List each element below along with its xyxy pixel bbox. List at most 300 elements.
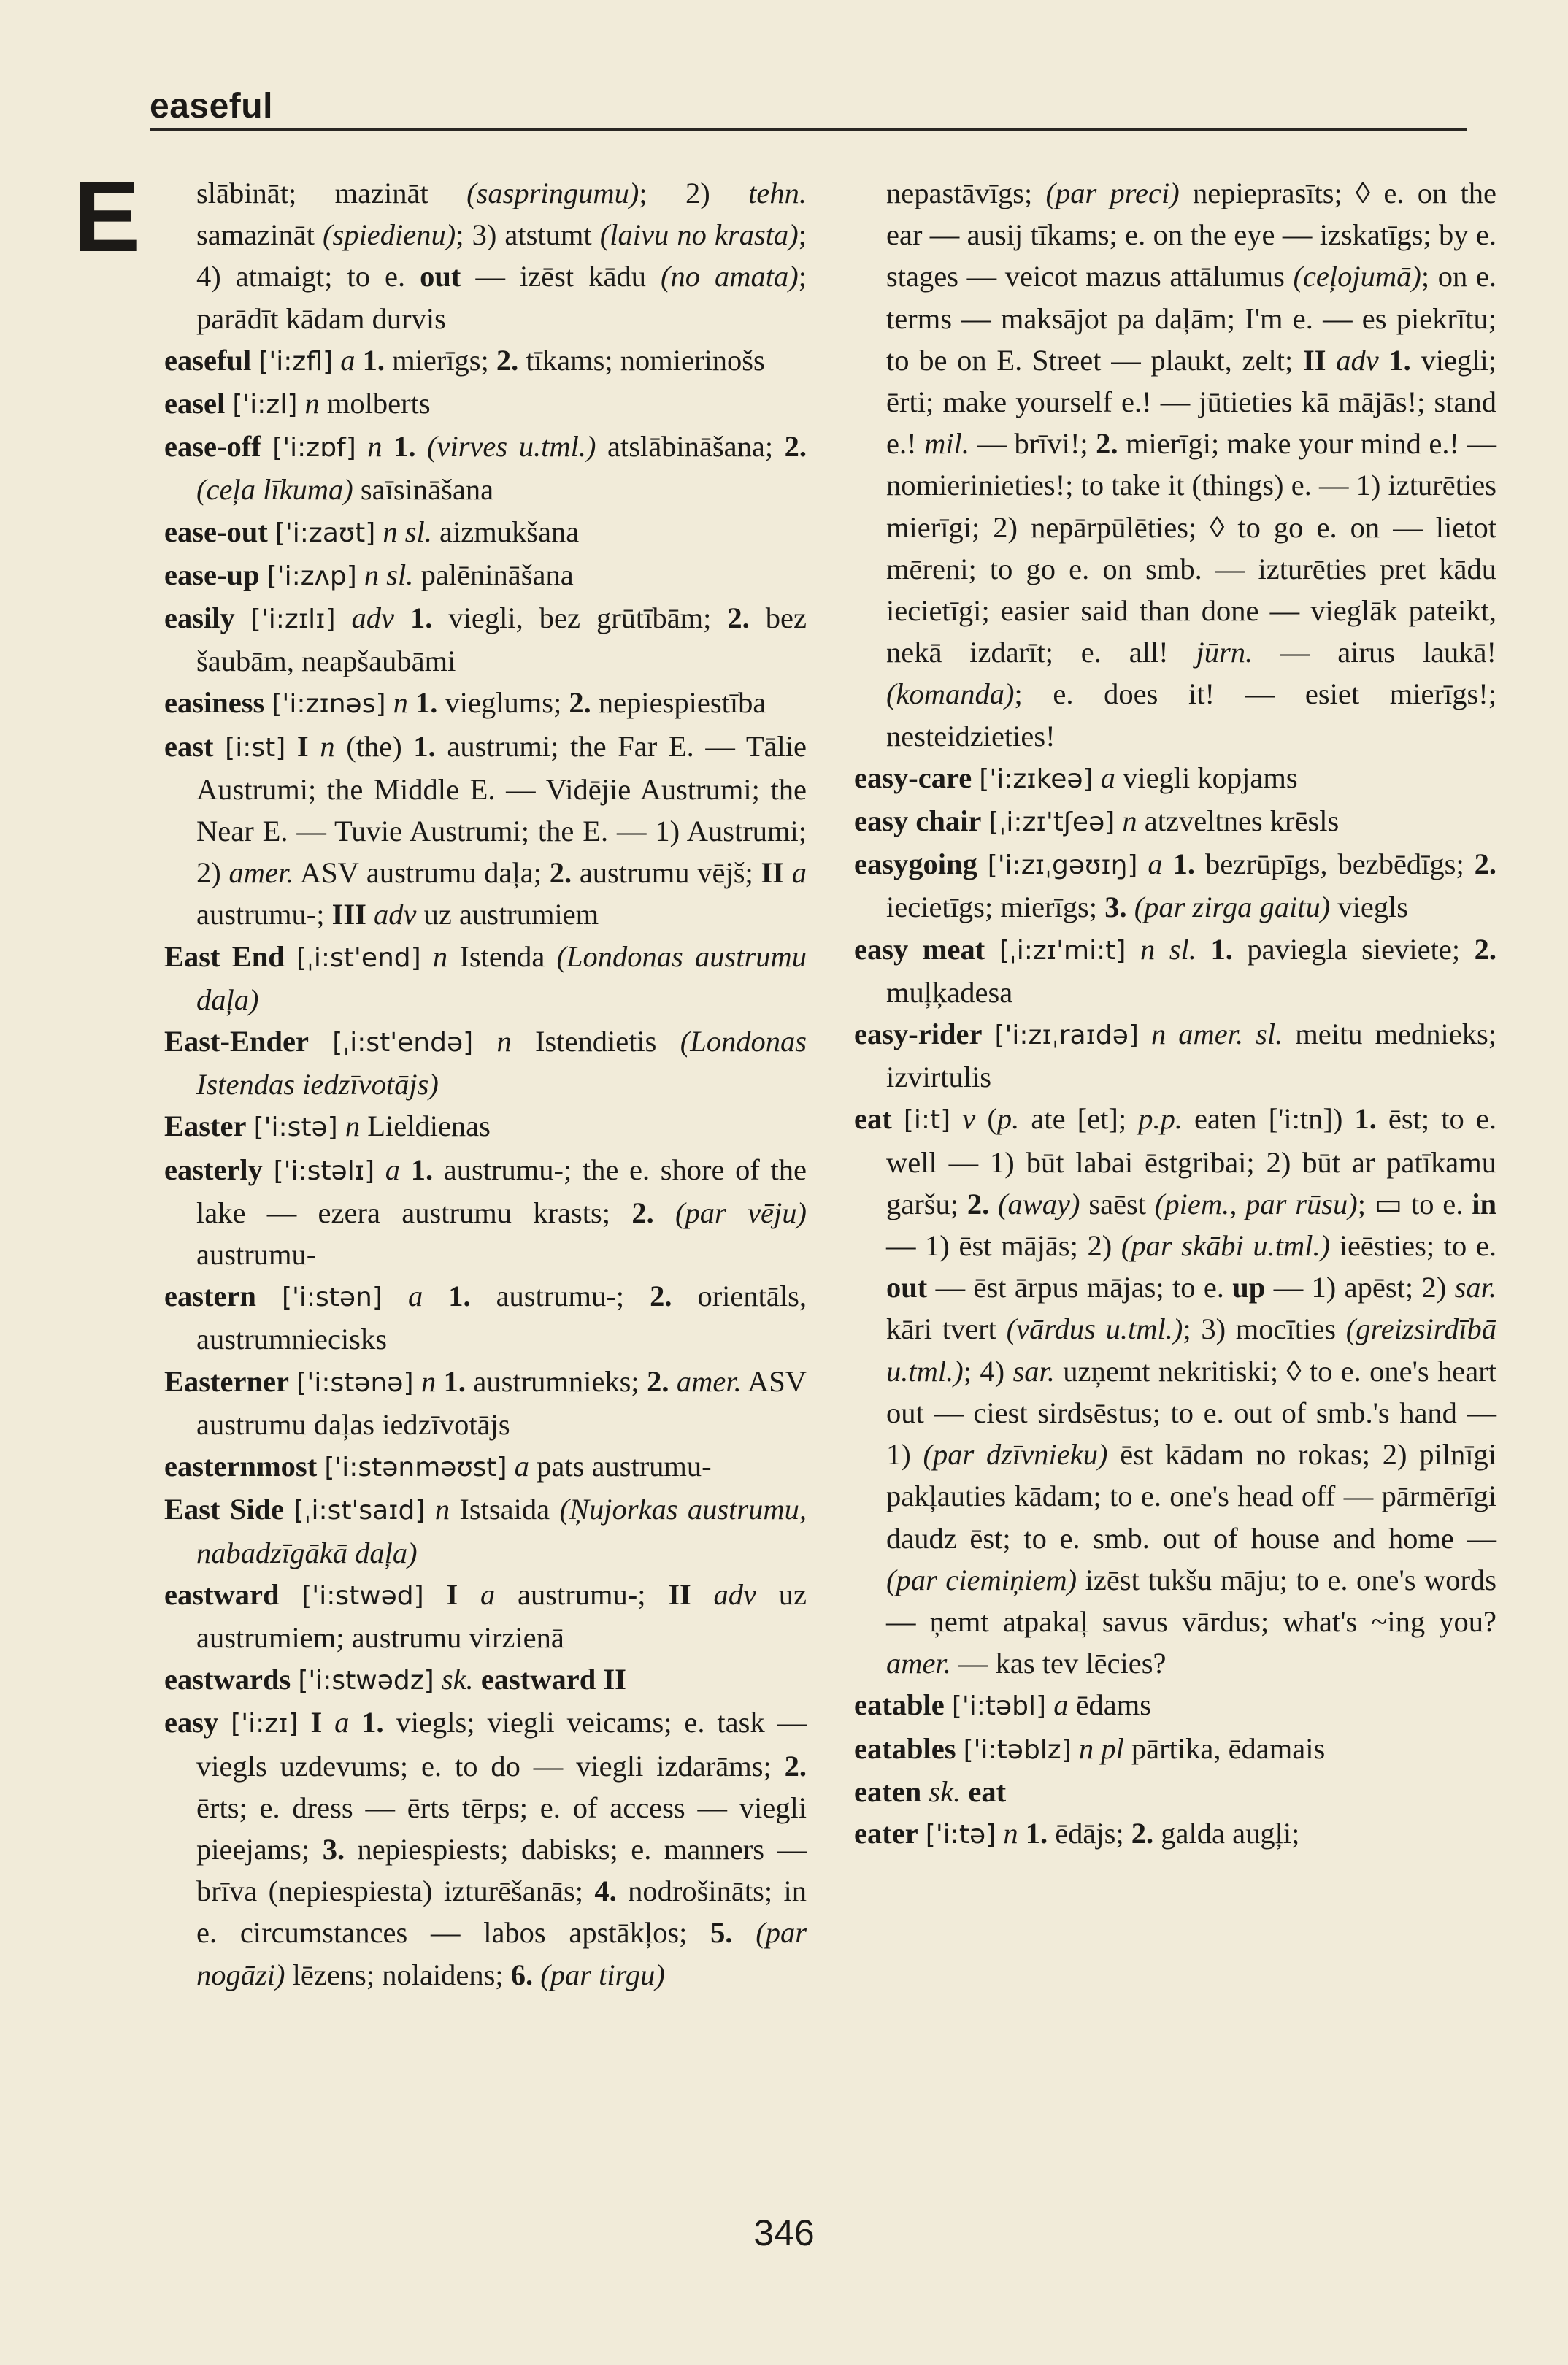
entry-text xyxy=(1326,344,1336,377)
entry-text xyxy=(251,344,258,377)
italic-label: sk. xyxy=(929,1774,961,1808)
bold-marker: 2. xyxy=(569,686,591,720)
entry-text: ēdājs; xyxy=(1048,1816,1131,1850)
entry-text xyxy=(961,1775,968,1808)
italic-label: (par dzīvnieku) xyxy=(923,1438,1108,1472)
dictionary-entry xyxy=(164,1149,807,1276)
entry-text: mierīgs; xyxy=(384,343,496,377)
entry-text xyxy=(309,730,320,763)
entry-text xyxy=(213,730,225,763)
dictionary-entry xyxy=(164,726,807,936)
bold-marker: I xyxy=(310,1706,323,1739)
entry-text xyxy=(921,1775,929,1808)
dictionary-entry xyxy=(854,1812,1496,1856)
entry-text: muļķadesa xyxy=(886,975,1013,1009)
entry-text: ; parādīt kādam durvis xyxy=(196,260,807,335)
entry-text xyxy=(474,1663,481,1696)
entry-text xyxy=(1018,1817,1026,1850)
transcription: ['i:stən] xyxy=(281,1283,383,1313)
entry-text xyxy=(669,1365,676,1398)
dictionary-entry xyxy=(854,1013,1496,1098)
entry-text: ; on e. terms — maksājot pa daļām; I'm e. — es piekrītu; to be on E. Street — plaukt, zelt; xyxy=(886,260,1496,377)
right-continued-entry xyxy=(854,172,1496,757)
bold-marker: 1. xyxy=(410,1153,434,1186)
transcription: ['i:təblz] xyxy=(963,1734,1072,1765)
entry-text: ; 3) atstumt xyxy=(456,218,600,252)
entry-text: meitu mednieks; izvirtulis xyxy=(886,1018,1497,1094)
dictionary-entry xyxy=(164,1275,807,1360)
entry-text xyxy=(386,686,393,719)
entry-text: ASV austrumu daļa; xyxy=(293,856,550,890)
bold-marker: II xyxy=(761,856,785,890)
entry-text xyxy=(383,430,394,463)
entry-text: — kas tev lēcies? xyxy=(950,1647,1167,1680)
italic-label: a xyxy=(1148,847,1163,881)
bold-marker: eat xyxy=(968,1774,1007,1808)
entry-text xyxy=(299,1706,311,1739)
entry-text xyxy=(434,1663,442,1696)
entry-text xyxy=(408,686,415,719)
dictionary-entry xyxy=(164,1488,807,1573)
headword: eater xyxy=(854,1816,918,1850)
entry-text: vieglums; xyxy=(437,686,569,720)
transcription: ['i:zɪlɪ] xyxy=(250,604,336,635)
entry-text: ASV austrumu daļas iedzīvotājs xyxy=(196,1364,807,1441)
headword: easy-care xyxy=(854,761,972,794)
transcription: ['i:zl] xyxy=(232,390,298,420)
entry-text xyxy=(317,1450,324,1483)
entry-text xyxy=(285,940,296,973)
bold-marker: 1. xyxy=(448,1280,471,1313)
entry-text: saēst xyxy=(1080,1187,1155,1220)
headword: ease-off xyxy=(164,430,261,464)
entry-text xyxy=(1127,891,1134,923)
entry-text: ēdams xyxy=(1068,1688,1152,1722)
entry-text: ; 4) atmaigt; to e. xyxy=(196,218,807,293)
headword: eat xyxy=(854,1102,892,1136)
italic-label: n xyxy=(345,1110,361,1143)
entry-text xyxy=(414,1365,421,1398)
entry-text xyxy=(1094,761,1101,794)
entry-text: aizmukšana xyxy=(431,515,580,548)
dictionary-entry xyxy=(164,554,807,597)
italic-label: (komanda) xyxy=(886,677,1015,711)
entry-text: austrumu- xyxy=(196,1238,317,1272)
italic-label: n xyxy=(367,430,383,464)
headword: easy xyxy=(164,1706,219,1739)
italic-label: tehn. xyxy=(748,177,807,209)
entry-text: (the) xyxy=(334,729,414,763)
dictionary-entry xyxy=(164,1658,807,1701)
entry-text xyxy=(436,1365,443,1398)
italic-label: n xyxy=(420,1364,437,1398)
transcription: ['i:zɪnəs] xyxy=(272,689,386,720)
headword: eatables xyxy=(854,1731,956,1765)
bold-marker: 2. xyxy=(549,856,572,890)
entry-text: iecietīgs; mierīgs; xyxy=(886,891,1105,924)
transcription: ['i:zʌp] xyxy=(266,561,357,591)
bold-marker: 2. xyxy=(1096,427,1118,461)
entry-text: viegls; viegli veicams; e. task — viegls uzdevums; e. to do — viegli izdarāms; xyxy=(196,1706,807,1783)
headword: ease-out xyxy=(164,515,268,548)
italic-label: a xyxy=(791,856,807,890)
italic-label: (par ciemiņiem) xyxy=(886,1563,1077,1596)
bold-marker: 1. xyxy=(415,686,438,720)
transcription: ['i:zɪkeə] xyxy=(979,764,1094,794)
entry-text xyxy=(996,1817,1003,1850)
bold-marker: 2. xyxy=(631,1196,654,1229)
running-head: easeful xyxy=(150,87,273,126)
bold-marker: 1. xyxy=(1025,1816,1048,1850)
bold-marker: up xyxy=(1232,1271,1266,1304)
italic-label: (virves u.tml.) xyxy=(426,430,596,464)
page-number: 346 xyxy=(753,2212,815,2253)
entry-text: atslābināšana; xyxy=(596,430,785,464)
entry-text: ieēsties; to e. xyxy=(1330,1229,1497,1263)
headword: eastern xyxy=(164,1280,256,1313)
dictionary-entry xyxy=(164,511,807,554)
entry-text xyxy=(289,1365,296,1398)
italic-label: adv xyxy=(713,1577,757,1611)
bold-marker: 2. xyxy=(1474,932,1497,966)
entry-text: austrumnieks; xyxy=(466,1364,647,1398)
italic-label: a xyxy=(385,1153,401,1186)
entry-text: izēst tukšu māju; to e. one's words — ņemt atpakaļ savus vārdus; what's ~ing you? xyxy=(886,1563,1496,1638)
dictionary-entry xyxy=(164,682,807,725)
headword: easel xyxy=(164,387,226,420)
entry-text xyxy=(333,344,340,377)
entry-text xyxy=(356,430,368,463)
dictionary-entry xyxy=(164,382,807,426)
entry-text xyxy=(260,558,267,591)
bold-marker: 2. xyxy=(496,343,519,377)
italic-label: (laivu no krasta) xyxy=(599,218,799,252)
entry-text: austrumu-; xyxy=(470,1280,650,1313)
entry-text xyxy=(956,1732,963,1765)
entry-text: viegls xyxy=(1330,891,1409,924)
entry-text: austrumu vējš; xyxy=(572,856,761,890)
bold-marker: out xyxy=(420,260,461,293)
italic-label: p. xyxy=(996,1102,1020,1136)
entry-text: viegli, bez grūtībām; xyxy=(432,601,728,635)
italic-label: (ceļojumā) xyxy=(1293,260,1421,293)
entry-text xyxy=(355,344,362,377)
entry-text: ( xyxy=(975,1102,997,1136)
entry-text: Istendietis xyxy=(511,1025,680,1058)
entry-text xyxy=(336,601,352,634)
entry-text: saīsināšana xyxy=(353,473,494,507)
dictionary-entry xyxy=(854,928,1496,1013)
italic-label: mil. xyxy=(924,427,969,461)
dictionary-entry xyxy=(164,339,807,382)
transcription: [i:st] xyxy=(225,732,286,763)
entry-text: austrumi; the Far E. — Tālie Austrumi; the Middle E. — Vidējie Austrumi; the Near E. — Tuvie Austrumi; the E. — 1) Austrumi; 2) xyxy=(196,729,807,890)
entry-text: viegli; ērti; make yourself e.! — jūtieties kā mājās!; stand e.! xyxy=(886,343,1497,461)
italic-label: n pl xyxy=(1078,1731,1124,1765)
italic-label: a xyxy=(1053,1688,1069,1722)
entry-text xyxy=(1137,847,1148,880)
entry-text: nepastāvīgs; xyxy=(886,177,1046,209)
italic-label: (ceļa līkuma) xyxy=(196,473,353,507)
entry-text: ; 2) xyxy=(639,177,749,209)
header-rule xyxy=(150,128,1467,131)
headword: East End xyxy=(164,939,285,973)
bold-marker: 1. xyxy=(443,1364,466,1398)
bold-marker: 2. xyxy=(1474,847,1497,881)
headword: ease-up xyxy=(164,558,260,591)
entry-text xyxy=(892,1102,904,1135)
bold-marker: I xyxy=(446,1577,458,1611)
headword: easy chair xyxy=(854,804,982,838)
entry-text xyxy=(733,1916,756,1949)
entry-text: ; 3) mocīties xyxy=(1183,1312,1346,1346)
entry-text xyxy=(1115,804,1122,837)
entry-text: molberts xyxy=(319,387,431,420)
headword: east xyxy=(164,729,214,763)
entry-text: Lieldienas xyxy=(360,1110,491,1143)
entry-text xyxy=(533,1958,540,1991)
entry-text xyxy=(322,1706,334,1739)
entry-text: — izēst kādu xyxy=(461,260,661,293)
headword: East-Ender xyxy=(164,1025,310,1058)
italic-label: n sl. xyxy=(383,515,432,548)
entry-text: nodrošināts; in e. circumstances — labos apstākļos; xyxy=(196,1874,807,1950)
entry-text xyxy=(425,1493,434,1526)
entry-text xyxy=(423,1280,448,1312)
entry-text: nepiespiestība xyxy=(591,686,766,720)
entry-text xyxy=(256,1280,282,1312)
entry-text xyxy=(400,1153,411,1186)
entry-text: austrumu-; xyxy=(196,898,332,931)
transcription: ['i:stwəd] xyxy=(301,1580,424,1611)
italic-label: n sl. xyxy=(1140,932,1196,966)
italic-label: (no amata) xyxy=(660,260,799,293)
italic-label: (spiedienu) xyxy=(323,218,456,252)
headword: Easter xyxy=(164,1110,247,1143)
entry-text: — 1) ēst mājās; 2) xyxy=(886,1229,1121,1263)
italic-label: a xyxy=(514,1450,529,1483)
entry-text xyxy=(366,898,374,931)
headword: easygoing xyxy=(854,847,977,881)
entry-text xyxy=(654,1196,675,1229)
entry-text: ēst; to e. well — 1) būt labai ēstgribai; 2) būt ar patīkamu garšu; xyxy=(886,1102,1496,1220)
transcription: [i:t] xyxy=(903,1105,951,1136)
entry-text: tīkams; nomierinošs xyxy=(518,343,765,377)
italic-label: (par tirgu) xyxy=(540,1958,665,1991)
italic-label: (Londonas austrumu daļa) xyxy=(196,939,807,1016)
italic-label: adv xyxy=(351,601,395,635)
italic-label: n amer. sl. xyxy=(1151,1018,1283,1051)
italic-label: (away) xyxy=(998,1187,1080,1220)
entry-text: uz austrumiem; austrumu virzienā xyxy=(196,1577,807,1654)
entry-text xyxy=(1163,847,1173,880)
bold-marker: in xyxy=(1472,1187,1497,1220)
entry-text xyxy=(218,1706,231,1739)
bold-marker: 2. xyxy=(727,601,750,635)
headword: eastward xyxy=(164,1577,280,1611)
bold-marker: 2. xyxy=(1131,1816,1154,1850)
italic-label: sar. xyxy=(1454,1271,1496,1304)
bold-marker: 2. xyxy=(647,1364,669,1398)
transcription: ['i:təbl] xyxy=(951,1691,1047,1722)
italic-label: (par zirga gaitu) xyxy=(1134,891,1331,924)
entry-text xyxy=(977,847,988,880)
entry-text: samazināt xyxy=(196,218,323,252)
italic-label: (saspringumu) xyxy=(466,177,639,209)
entry-text xyxy=(263,1153,274,1186)
bold-marker: II xyxy=(668,1577,691,1611)
italic-label: amer. xyxy=(886,1647,951,1680)
italic-label: (par skābi u.tml.) xyxy=(1121,1229,1331,1263)
transcription: ['i:stənməʊst] xyxy=(324,1453,507,1483)
entry-text xyxy=(1072,1732,1079,1765)
dictionary-entry xyxy=(164,1701,807,1995)
transcription: [ˌi:zɪ'tʃeə] xyxy=(988,807,1115,838)
dictionary-entry xyxy=(164,1445,807,1488)
transcription: ['i:zfl] xyxy=(258,346,334,377)
entry-text xyxy=(1126,933,1140,966)
bold-marker: 1. xyxy=(410,601,433,635)
entry-text xyxy=(375,515,383,548)
entry-text xyxy=(246,1110,253,1142)
entry-text xyxy=(918,1817,926,1850)
transcription: [ˌi:st'end] xyxy=(296,942,421,973)
thumb-index-letter: E xyxy=(73,161,141,273)
italic-label: amer. xyxy=(676,1364,742,1398)
dictionary-entry xyxy=(164,597,807,682)
italic-label: n xyxy=(496,1025,512,1058)
italic-label: a xyxy=(480,1577,496,1611)
dictionary-entry xyxy=(854,843,1496,928)
entry-text xyxy=(1379,344,1389,377)
transcription: [ˌi:zɪ'mi:t] xyxy=(999,935,1126,966)
entry-text xyxy=(235,601,251,634)
entry-text: bezrūpīgs, bezbēdīgs; xyxy=(1195,847,1475,881)
entry-text xyxy=(950,1102,962,1135)
entry-text xyxy=(458,1578,480,1611)
italic-label: n xyxy=(393,686,408,720)
transcription: ['i:zɪˌraɪdə] xyxy=(994,1020,1139,1051)
bold-marker: 6. xyxy=(510,1958,534,1991)
dictionary-entry xyxy=(164,1020,807,1105)
italic-label: (piem., par rūsu) xyxy=(1154,1187,1358,1220)
entry-text: orientāls, austrumniecisks xyxy=(196,1280,807,1356)
bold-marker: 1. xyxy=(413,729,436,763)
transcription: ['i:stwədz] xyxy=(298,1666,434,1696)
entry-text xyxy=(473,1025,496,1058)
entry-text xyxy=(374,1153,385,1186)
headword: easiness xyxy=(164,686,265,720)
transcription: ['i:zɪ] xyxy=(231,1709,299,1739)
entry-text: slābināt; mazināt xyxy=(196,177,467,209)
bold-marker: 3. xyxy=(1104,891,1127,924)
entry-text: Istsaida xyxy=(450,1493,560,1526)
dictionary-entry xyxy=(164,1361,807,1445)
left-column xyxy=(164,172,807,1996)
italic-label: (greizsirdībā u.tml.) xyxy=(886,1312,1496,1388)
entry-text xyxy=(264,686,272,719)
italic-label: adv xyxy=(1336,343,1379,377)
italic-label: (vārdus u.tml.) xyxy=(1006,1312,1183,1346)
bold-marker: II xyxy=(1302,343,1326,377)
entry-text xyxy=(297,387,304,420)
entry-text: ; ▭ to e. xyxy=(1357,1187,1472,1220)
bold-marker: 2. xyxy=(784,1749,807,1783)
bold-marker: 1. xyxy=(1354,1102,1377,1136)
entry-text: Istenda xyxy=(447,939,557,973)
entry-text: pārtika, ēdamais xyxy=(1123,1731,1326,1765)
bold-marker: 2. xyxy=(784,430,807,464)
bold-marker: 1. xyxy=(1172,847,1196,881)
italic-label: jūrn. xyxy=(1196,636,1253,669)
bold-marker: out xyxy=(886,1271,928,1304)
transcription: [ˌi:st'endə] xyxy=(332,1028,474,1058)
italic-label: n xyxy=(304,387,320,420)
entry-text xyxy=(383,1280,408,1312)
dictionary-entry xyxy=(164,1105,807,1148)
headword: easy-rider xyxy=(854,1018,983,1051)
bold-marker: I xyxy=(296,729,309,763)
bold-marker: 1. xyxy=(393,430,416,464)
headword: easy meat xyxy=(854,932,985,966)
entry-text: galda augļi; xyxy=(1153,1816,1300,1850)
entry-text: nepieprasīts; ◊ e. on the ear — ausij tīkams; e. on the eye — izskatīgs; by e. stages — veicot mazus attālumus xyxy=(886,177,1496,293)
entry-text: kāri tvert xyxy=(886,1312,1007,1346)
entry-text: austrumu-; xyxy=(495,1577,669,1611)
headword: eatable xyxy=(854,1688,945,1722)
bold-marker: 2. xyxy=(966,1187,990,1220)
entry-text: bez šaubām, neapšaubāmi xyxy=(196,601,807,678)
italic-label: n xyxy=(1122,804,1137,838)
italic-label: sk. xyxy=(441,1663,474,1696)
entry-text: eaten ['i:tn]) xyxy=(1182,1102,1355,1136)
entry-text: ate [et]; xyxy=(1019,1102,1139,1136)
headword: Easterner xyxy=(164,1364,289,1398)
entry-text xyxy=(424,1578,447,1611)
entry-text xyxy=(285,730,297,763)
left-continued-entry xyxy=(164,172,807,339)
italic-label: (par preci) xyxy=(1045,177,1180,209)
entry-text: uzņemt nekritiski; ◊ to e. one's heart out — ciest sirdsēstus; to e. out of smb.'s hand — 1) xyxy=(886,1354,1497,1472)
entry-text xyxy=(507,1450,515,1483)
transcription: ['i:stənə] xyxy=(296,1367,414,1398)
bold-marker: III xyxy=(331,898,366,931)
headword: easternmost xyxy=(164,1450,318,1483)
entry-text: ; e. does it! — esiet mierīgs!; nesteidzieties! xyxy=(886,677,1496,753)
italic-label: a xyxy=(407,1280,423,1313)
italic-label: amer. xyxy=(228,856,294,890)
dictionary-entry xyxy=(854,1098,1496,1684)
italic-label: n sl. xyxy=(364,558,414,591)
italic-label: adv xyxy=(374,898,417,931)
bold-marker: 4. xyxy=(594,1874,617,1908)
entry-text xyxy=(421,940,433,973)
bold-marker: 1. xyxy=(361,1706,384,1739)
headword: easterly xyxy=(164,1153,263,1186)
entry-text: — airus laukā! xyxy=(1253,636,1497,669)
entry-text xyxy=(309,1025,332,1058)
headword: easeful xyxy=(164,343,252,377)
entry-text: — 1) apēst; 2) xyxy=(1265,1271,1455,1304)
transcription: ['i:tə] xyxy=(925,1819,996,1850)
entry-text xyxy=(415,430,427,463)
headword: eaten xyxy=(854,1774,922,1808)
entry-text xyxy=(284,1493,293,1526)
entry-text xyxy=(349,1706,361,1739)
entry-text xyxy=(989,1188,998,1220)
right-column xyxy=(854,172,1496,1856)
bold-marker: 5. xyxy=(710,1916,733,1950)
